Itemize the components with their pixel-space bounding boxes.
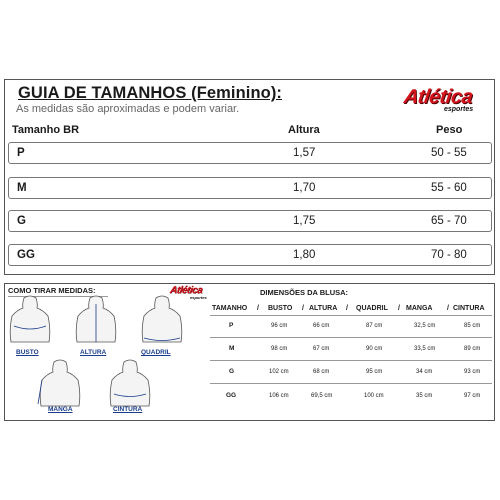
blouse-cell-waist: 93 cm xyxy=(464,369,481,375)
height-figure-icon xyxy=(76,296,116,342)
measure-label-bust: BUSTO xyxy=(16,349,39,356)
size-row-size: GG xyxy=(17,249,35,261)
how-to-measure-title: COMO TIRAR MEDIDAS: xyxy=(8,286,96,295)
blouse-cell-waist: 97 cm xyxy=(464,393,481,399)
measure-label-hip: QUADRIL xyxy=(141,349,171,356)
blouse-cell-hip: 87 cm xyxy=(366,323,383,329)
measure-label-sleeve: MANGA xyxy=(48,406,73,413)
size-row-size: M xyxy=(17,182,27,194)
blouse-cell-waist: 85 cm xyxy=(464,323,481,329)
blouse-cell-hip: 95 cm xyxy=(366,369,383,375)
brand-logo-name: Atlética xyxy=(169,285,203,296)
size-row-weight: 65 - 70 xyxy=(431,215,467,227)
measure-label-waist: CINTURA xyxy=(113,406,143,413)
waist-figure-icon xyxy=(110,360,150,406)
blouse-header-sep: / xyxy=(302,305,304,312)
size-row xyxy=(8,210,492,232)
blouse-cell-waist: 89 cm xyxy=(464,346,481,352)
blouse-cell-size: M xyxy=(229,345,235,352)
divider xyxy=(210,383,492,384)
blouse-cell-height: 66 cm xyxy=(313,323,330,329)
blouse-cell-sleeve: 34 cm xyxy=(416,369,433,375)
brand-logo-tagline: esportes xyxy=(190,295,207,300)
blouse-header-sep: / xyxy=(447,305,449,312)
blouse-cell-sleeve: 35 cm xyxy=(416,393,433,399)
divider xyxy=(210,315,492,316)
divider xyxy=(210,337,492,338)
size-row xyxy=(8,142,492,164)
blouse-cell-height: 67 cm xyxy=(313,346,330,352)
blouse-cell-hip: 100 cm xyxy=(364,393,384,399)
blouse-header-sep: / xyxy=(398,305,400,312)
blouse-dimensions-title: DIMENSÕES DA BLUSA: xyxy=(260,288,349,297)
brand-logo xyxy=(404,86,492,118)
hip-figure-icon xyxy=(142,296,182,342)
column-header-weight: Peso xyxy=(436,124,463,136)
blouse-cell-height: 69,5 cm xyxy=(311,393,333,399)
blouse-cell-bust: 106 cm xyxy=(269,393,289,399)
blouse-cell-height: 68 cm xyxy=(313,369,330,375)
size-row-weight: 50 - 55 xyxy=(431,147,467,159)
blouse-cell-sleeve: 33,5 cm xyxy=(414,346,436,352)
size-row-height: 1,75 xyxy=(293,215,316,227)
blouse-cell-hip: 90 cm xyxy=(366,346,383,352)
blouse-header-waist: CINTURA xyxy=(453,305,485,312)
blouse-cell-bust: 102 cm xyxy=(269,369,289,375)
blouse-header-sep: / xyxy=(346,305,348,312)
blouse-header-bust: BUSTO xyxy=(268,305,293,312)
page-title: GUIA DE TAMANHOS (Feminino): xyxy=(18,84,283,102)
column-header-size: Tamanho BR xyxy=(12,124,80,136)
blouse-header-sep: / xyxy=(257,305,259,312)
column-header-height: Altura xyxy=(288,124,320,136)
size-row-weight: 55 - 60 xyxy=(431,182,467,194)
page-subtitle: As medidas são aproximadas e podem variar. xyxy=(16,103,240,115)
size-row-height: 1,80 xyxy=(293,249,316,261)
blouse-header-sleeve: MANGA xyxy=(406,305,433,312)
blouse-cell-size: GG xyxy=(226,392,237,399)
blouse-header-size: TAMANHO xyxy=(212,305,248,312)
brand-logo-name: Atlética xyxy=(402,86,474,108)
size-row-height: 1,57 xyxy=(293,147,316,159)
divider xyxy=(210,360,492,361)
blouse-cell-size: P xyxy=(229,322,234,329)
size-row-size: P xyxy=(17,147,25,159)
size-row xyxy=(8,244,492,266)
blouse-header-height: ALTURA xyxy=(309,305,338,312)
blouse-cell-size: G xyxy=(229,368,235,375)
body-diagrams xyxy=(6,294,196,418)
brand-logo-tagline: esportes xyxy=(444,106,474,113)
size-row-height: 1,70 xyxy=(293,182,316,194)
size-row-weight: 70 - 80 xyxy=(431,249,467,261)
blouse-cell-bust: 98 cm xyxy=(271,346,288,352)
blouse-cell-bust: 96 cm xyxy=(271,323,288,329)
blouse-header-hip: QUADRIL xyxy=(356,305,388,312)
size-row-size: G xyxy=(17,215,26,227)
size-row xyxy=(8,177,492,199)
sleeve-figure-icon xyxy=(38,360,80,406)
blouse-cell-sleeve: 32,5 cm xyxy=(414,323,436,329)
measure-label-height: ALTURA xyxy=(80,349,107,356)
bust-figure-icon xyxy=(10,296,50,342)
